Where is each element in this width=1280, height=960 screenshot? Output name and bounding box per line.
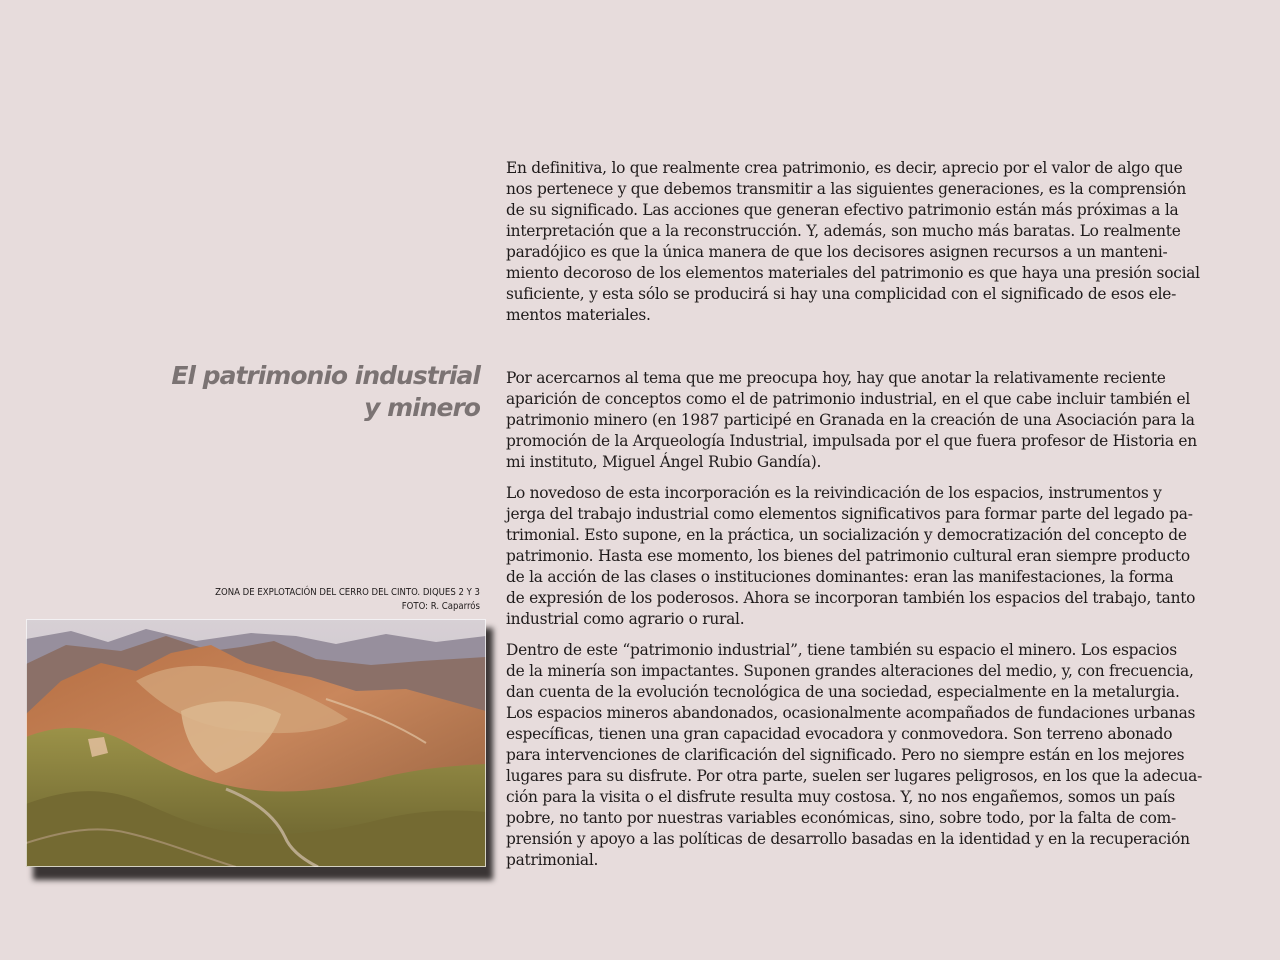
section-heading: El patrimonio industrial y minero	[171, 361, 480, 422]
paragraph-2: Por acercarnos al tema que me preocupa hoy, hay que anotar la relativamente reciente aparición de conceptos como el de patrimonio industrial, en el que cabe incluir también el patrimonio minero (en 1987 participé en Granada en la creación de una Asociación para la promoción de la Arqueología Industrial, impulsada por el que fuera profesor de Historia en mi instituto, Miguel Ángel Rubio Gandía).	[506, 369, 1197, 471]
caption-title: ZONA DE EXPLOTACIÓN DEL CERRO DEL CINTO. DIQUES 2 Y 3	[215, 587, 480, 598]
article-body	[506, 158, 1222, 869]
photo-caption	[140, 586, 480, 614]
paragraph-3: Lo novedoso de esta incorporación es la reivindicación de los espacios, instrumentos y jerga del trabajo industrial como elementos significativos para formar parte del legado pa- trimonial. Esto supone, en la práctica, un socialización y democratización del concepto de patrimonio. Hasta ese momento, los bienes del patrimonio cultural eran siempre producto de la acción de las clases o instituciones dominantes: eran las manifestaciones, la forma de expresión de los poderosos. Ahora se incorporan también los espacios del trabajo, tanto industrial como agrario o rural.	[506, 484, 1196, 628]
paragraph-4: Dentro de este “patrimonio industrial”, tiene también su espacio el minero. Los espacios de la minería son impactantes. Suponen grandes alteraciones del medio, y, con frecuencia, dan cuenta de la evolución tecnológica de una sociedad, especialmente en la metalurgia. Los espacios mineros abandonados, ocasionalmente acompañados de fundaciones urbanas específicas, tienen una gran capacidad evocadora y conmovedora. Son terreno abonado para intervenciones de clarificación del significado. Pero no siempre están en los mejores lugares para su disfrute. Por otra parte, suelen ser lugares peligrosos, en los que la adecua- ción para la visita o el disfrute resulta muy costosa. Y, no nos engañemos, somos un país pobre, no tanto por nuestras variables económicas, sino, sobre todo, por la falta de com- prensión y apoyo a las políticas de desarrollo basadas en la identidad y en la recuperación patrimonial.	[506, 641, 1203, 869]
landscape-photo-icon	[26, 619, 486, 867]
mine-landscape-photo	[26, 619, 486, 867]
caption-credit: FOTO: R. Caparrós	[401, 601, 480, 612]
paragraph-1: En definitiva, lo que realmente crea patrimonio, es decir, aprecio por el valor de algo que nos pertenece y que debemos transmitir a las siguientes generaciones, es la comprensión de su significado. Las acciones que generan efectivo patrimonio están más próximas a la interpretación que a la reconstrucción. Y, además, son mucho más baratas. Lo realmente paradójico es que la única manera de que los decisores asignen recursos a un manteni- miento decoroso de los elementos materiales del patrimonio es que haya una presión social suficiente, y esta sólo se producirá si hay una complicidad con el significado de esos ele- mentos materiales.	[506, 159, 1200, 324]
